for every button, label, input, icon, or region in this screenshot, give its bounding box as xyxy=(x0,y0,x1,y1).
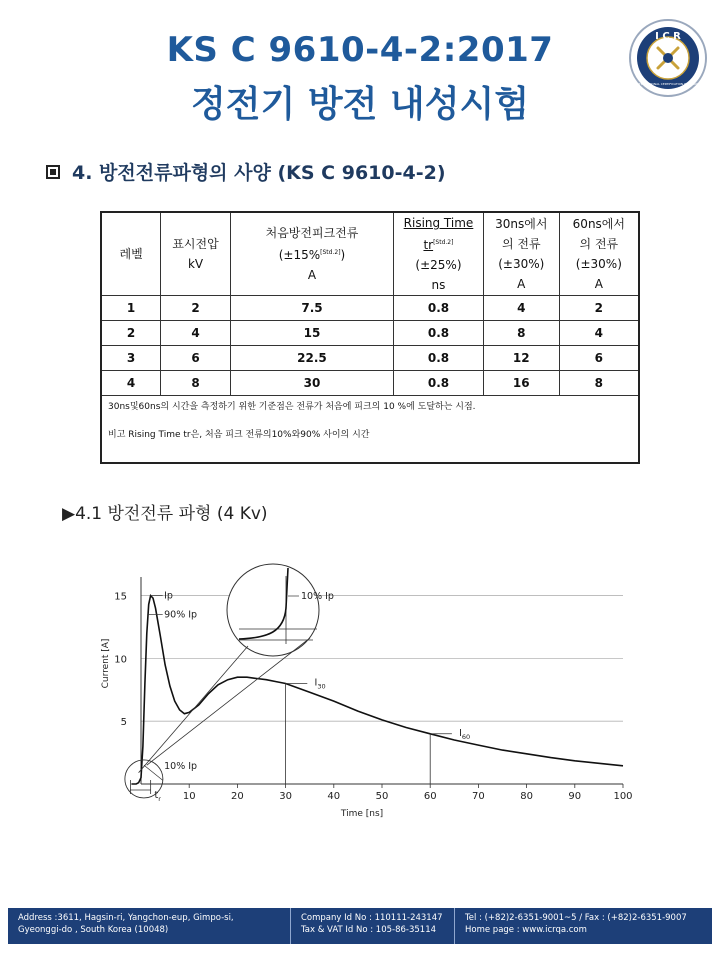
cell-i30: 16 xyxy=(483,371,559,396)
header-voltage: 표시전압 kV xyxy=(161,212,231,296)
table-notes-row xyxy=(101,396,639,464)
cell-i30: 4 xyxy=(483,296,559,321)
ip-label: Ip xyxy=(164,590,173,602)
x-tick-label: 40 xyxy=(327,791,341,802)
x-tick-label: 90 xyxy=(568,791,582,802)
table-row xyxy=(101,321,639,346)
cell-i60: 2 xyxy=(559,296,639,321)
cell-i60: 6 xyxy=(559,346,639,371)
cell-peak: 22.5 xyxy=(230,346,393,371)
note-rising-time: 비고 Rising Time tr은, 처음 피크 전류의10%와90% 사이의 시간 xyxy=(108,430,370,440)
x-axis-label: Time [ns] xyxy=(340,809,384,819)
x-tick-label: 30 xyxy=(279,791,292,802)
i30-label: $I_{30}$ xyxy=(314,677,326,691)
ip10-label: 10% Ip xyxy=(164,760,198,772)
section-heading-text: 4. 방전전류파형의 사양 (KS C 9610-4-2) xyxy=(72,162,446,184)
tr-label: $t_r$ xyxy=(154,790,161,803)
cell-voltage: 2 xyxy=(161,296,231,321)
footer-company-ids: Company Id No : 110111-243147 Tax & VAT Id No : 105-86-35114 xyxy=(290,908,454,944)
y-tick-label: 10 xyxy=(114,654,127,666)
cell-level: 1 xyxy=(101,296,161,321)
x-tick-label: 60 xyxy=(423,791,437,802)
zoom-connector-left xyxy=(139,646,248,773)
page-title-test-name: 정전기 방전 내성시험 xyxy=(190,84,530,125)
section-heading xyxy=(46,158,446,185)
discharge-current-chart xyxy=(96,556,656,820)
header-current-60ns: 60ns에서 의 전류 (±30%) A xyxy=(559,212,639,296)
cell-i60: 8 xyxy=(559,371,639,396)
x-tick-label: 10 xyxy=(182,791,196,802)
icr-logo xyxy=(628,18,708,98)
footer-contact: Tel : (+82)2-6351-9001~5 / Fax : (+82)2-6351-9007 Home page : www.icrqa.com xyxy=(454,908,712,944)
series-line-discharge-current xyxy=(131,596,623,784)
zoom-label: 10% Ip xyxy=(301,591,334,602)
x-tick-label: 20 xyxy=(231,791,244,802)
logo-text: I C R xyxy=(655,31,681,42)
checkbox-bullet-icon xyxy=(46,165,60,179)
cell-peak: 7.5 xyxy=(230,296,393,321)
cell-peak: 15 xyxy=(230,321,393,346)
cell-level: 2 xyxy=(101,321,161,346)
note-reference-point: 30ns및60ns의 시간을 측정하기 위한 기준점은 전류가 처음에 피크의 10 %에 도달하는 시점. xyxy=(108,402,476,412)
cell-i60: 4 xyxy=(559,321,639,346)
x-tick-label: 70 xyxy=(472,791,485,802)
table-notes xyxy=(101,396,639,464)
x-tick-label: 100 xyxy=(613,791,633,802)
i60-label: $I_{60}$ xyxy=(459,727,471,741)
cell-i30: 8 xyxy=(483,321,559,346)
cell-rise: 0.8 xyxy=(394,346,484,371)
x-tick-label: 80 xyxy=(520,791,533,802)
cell-voltage: 6 xyxy=(161,346,231,371)
ip10-pointer xyxy=(144,765,163,780)
cell-level: 4 xyxy=(101,371,161,396)
table-row xyxy=(101,371,639,396)
cell-i30: 12 xyxy=(483,346,559,371)
x-tick-label: 50 xyxy=(375,791,389,802)
header-rising-time: Rising Time tr[Std.2] (±25%) ns xyxy=(394,212,484,296)
y-tick-label: 5 xyxy=(120,717,127,729)
cell-rise: 0.8 xyxy=(394,296,484,321)
cell-voltage: 8 xyxy=(161,371,231,396)
cell-peak: 30 xyxy=(230,371,393,396)
cell-voltage: 4 xyxy=(161,321,231,346)
cell-rise: 0.8 xyxy=(394,321,484,346)
header-current-30ns: 30ns에서 의 전류 (±30%) A xyxy=(483,212,559,296)
logo-ring-text: INTERNATIONAL CERTIFICATION RESEARCH xyxy=(635,82,701,86)
page-title-standard: KS C 9610-4-2:2017 xyxy=(166,30,554,70)
footer xyxy=(8,908,712,944)
header-level: 레벨 xyxy=(101,212,161,296)
cell-level: 3 xyxy=(101,346,161,371)
table-row xyxy=(101,296,639,321)
waveform-heading: ▶4.1 방전전류 파형 (4 Kv) xyxy=(62,504,268,524)
y-tick-label: 15 xyxy=(114,591,127,603)
discharge-current-spec-table xyxy=(100,211,640,464)
header-peak-current: 처음방전피크전류 (±15%[Std.2]) A xyxy=(230,212,393,296)
ip90-label: 90% Ip xyxy=(164,609,198,621)
cell-rise: 0.8 xyxy=(394,371,484,396)
footer-address: Address :3611, Hagsin-ri, Yangchon-eup, Gimpo-si, Gyeonggi-do , South Korea (10048) xyxy=(18,913,234,935)
y-axis-label: Current [A] xyxy=(101,638,111,689)
table-row xyxy=(101,346,639,371)
